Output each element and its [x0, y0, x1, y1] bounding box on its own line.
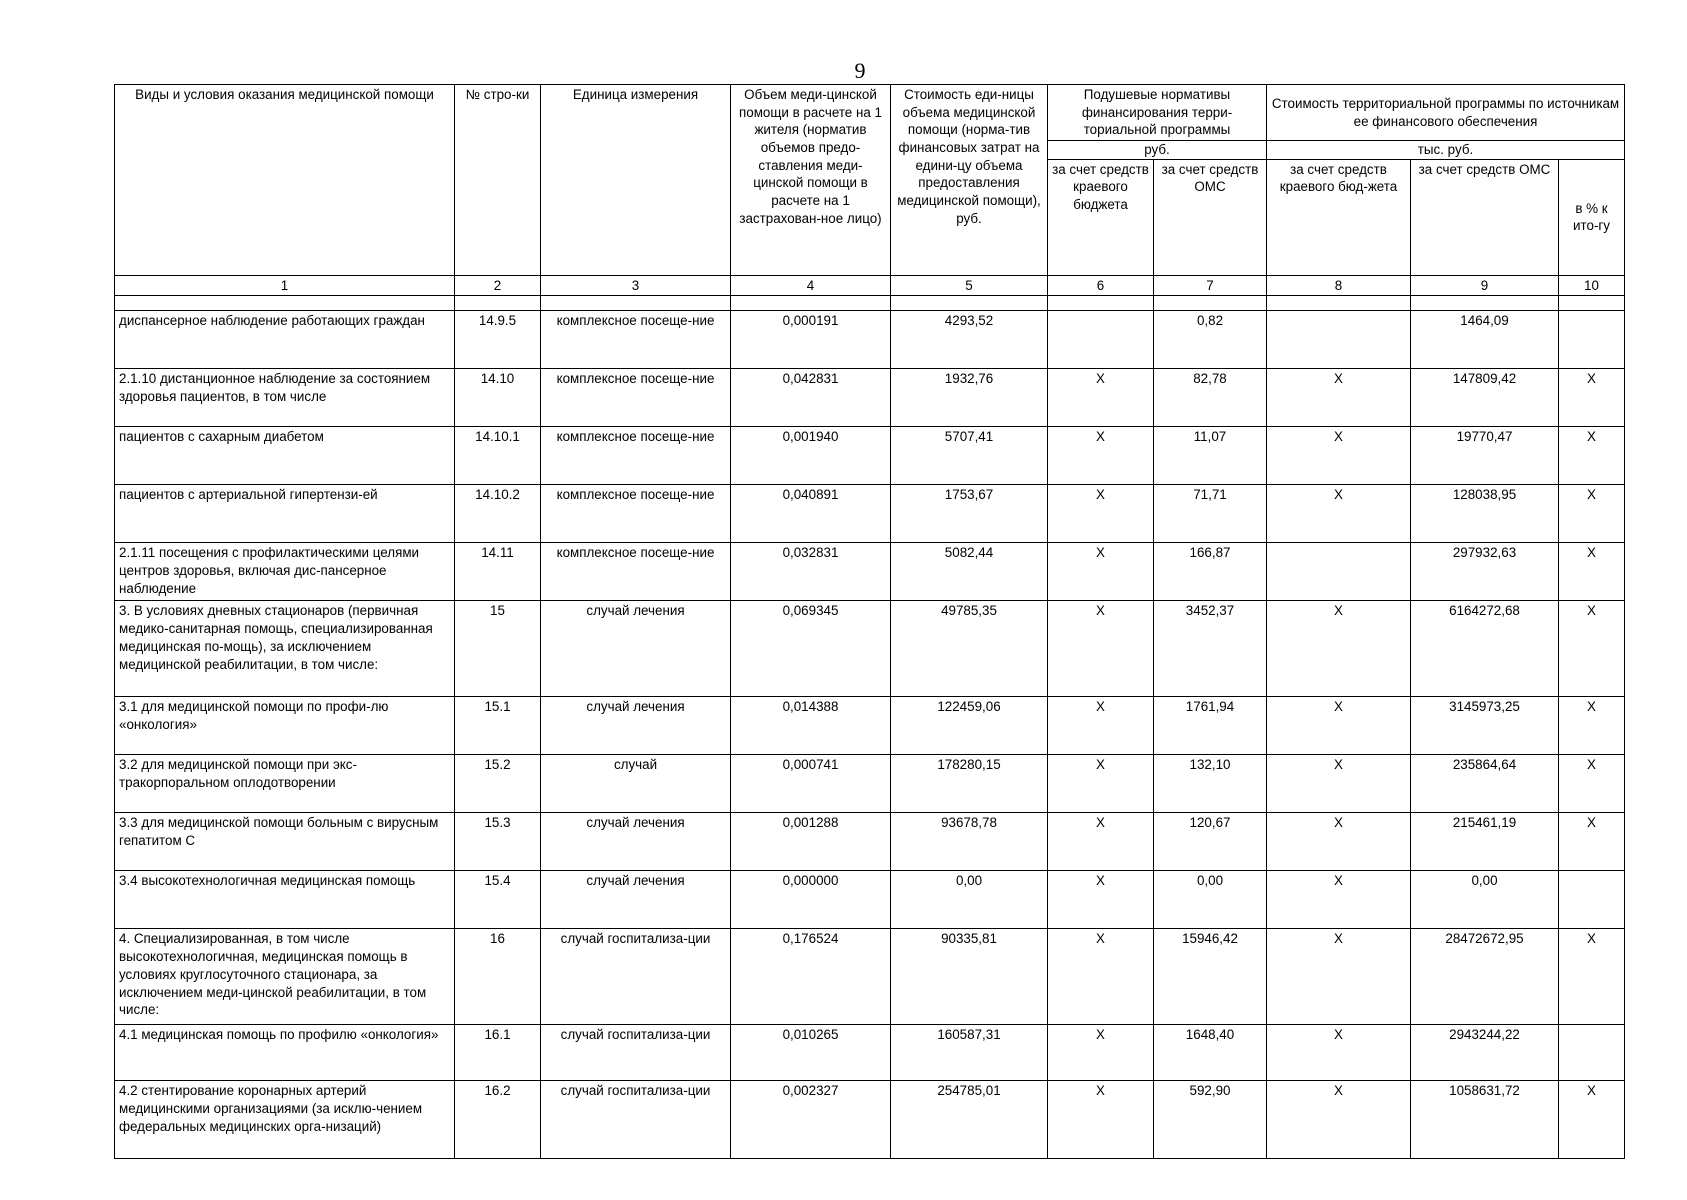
row-percent-total: X	[1559, 1081, 1625, 1159]
row-per-capita-budget: X	[1048, 485, 1154, 543]
row-unit-cost: 160587,31	[891, 1025, 1048, 1081]
row-unit: комплексное посеще-ние	[541, 543, 731, 601]
row-unit: случай госпитализа-ции	[541, 1025, 731, 1081]
row-unit-cost: 1932,76	[891, 369, 1048, 427]
row-unit-cost: 5082,44	[891, 543, 1048, 601]
row-per-capita-budget: X	[1048, 427, 1154, 485]
row-line-number: 15	[455, 601, 541, 697]
header-cost-oms: за счет средств ОМС	[1411, 159, 1559, 275]
row-percent-total	[1559, 1025, 1625, 1081]
row-line-number: 16	[455, 929, 541, 1025]
table-row	[115, 485, 1625, 543]
row-percent-total: X	[1559, 929, 1625, 1025]
row-care-type: 4.1 медицинская помощь по профилю «онкология»	[115, 1025, 455, 1081]
row-percent-total: X	[1559, 813, 1625, 871]
row-per-capita-budget: X	[1048, 1025, 1154, 1081]
row-cost-oms: 1058631,72	[1411, 1081, 1559, 1159]
row-per-capita-budget: X	[1048, 929, 1154, 1025]
table-row	[115, 427, 1625, 485]
column-number: 5	[891, 275, 1048, 296]
row-per-capita-budget	[1048, 311, 1154, 369]
row-unit: случай лечения	[541, 871, 731, 929]
row-percent-total: X	[1559, 369, 1625, 427]
row-unit: комплексное посеще-ние	[541, 427, 731, 485]
table-row	[115, 311, 1625, 369]
row-cost-budget: X	[1267, 871, 1411, 929]
row-per-capita-budget: X	[1048, 543, 1154, 601]
row-per-capita-budget: X	[1048, 755, 1154, 813]
row-percent-total: X	[1559, 697, 1625, 755]
header-volume	[731, 85, 891, 276]
row-cost-budget: X	[1267, 1025, 1411, 1081]
header-percent-total: в % к ито-гу	[1559, 159, 1625, 275]
column-number: 3	[541, 275, 731, 296]
row-care-type: 3.1 для медицинской помощи по профи-лю «онкология»	[115, 697, 455, 755]
row-volume: 0,000000	[731, 871, 891, 929]
header-per-capita-budget: за счет средств краевого бюджета	[1048, 159, 1154, 275]
row-unit: случай	[541, 755, 731, 813]
row-percent-total: X	[1559, 755, 1625, 813]
row-cost-budget: X	[1267, 813, 1411, 871]
row-unit: комплексное посеще-ние	[541, 311, 731, 369]
row-per-capita-oms: 82,78	[1154, 369, 1267, 427]
header-program-cost-group: Стоимость территориальной программы по источникам ее финансового обеспечения	[1267, 85, 1625, 141]
row-line-number: 14.9.5	[455, 311, 541, 369]
column-number-row	[115, 275, 1625, 296]
row-cost-budget: X	[1267, 697, 1411, 755]
row-care-type: 4. Специализированная, в том числе высокотехнологичная, медицинская помощь в условиях круглосуточного стационара, за исключением меди-цинской реабилитации, в том числе:	[115, 929, 455, 1025]
row-cost-budget: X	[1267, 427, 1411, 485]
row-volume: 0,014388	[731, 697, 891, 755]
row-per-capita-oms: 71,71	[1154, 485, 1267, 543]
row-line-number: 14.10.2	[455, 485, 541, 543]
row-cost-oms: 2943244,22	[1411, 1025, 1559, 1081]
column-number: 8	[1267, 275, 1411, 296]
row-line-number: 15.1	[455, 697, 541, 755]
row-volume: 0,176524	[731, 929, 891, 1025]
row-cost-oms: 147809,42	[1411, 369, 1559, 427]
row-per-capita-oms: 1761,94	[1154, 697, 1267, 755]
table-row	[115, 929, 1625, 1025]
row-volume: 0,042831	[731, 369, 891, 427]
row-per-capita-oms: 0,00	[1154, 871, 1267, 929]
spacer-row	[115, 296, 1625, 311]
row-volume: 0,001940	[731, 427, 891, 485]
table-row	[115, 813, 1625, 871]
row-care-type: 2.1.11 посещения с профилактическими целями центров здоровья, включая дис-пансерное наблюдение	[115, 543, 455, 601]
row-unit-cost: 93678,78	[891, 813, 1048, 871]
column-number: 2	[455, 275, 541, 296]
row-line-number: 16.1	[455, 1025, 541, 1081]
row-cost-oms: 215461,19	[1411, 813, 1559, 871]
row-line-number: 14.10.1	[455, 427, 541, 485]
row-per-capita-budget: X	[1048, 697, 1154, 755]
row-per-capita-oms: 132,10	[1154, 755, 1267, 813]
row-percent-total: X	[1559, 485, 1625, 543]
header-per-capita-group: Подушевые нормативы финансирования терри-ториальной программы	[1048, 85, 1267, 141]
row-cost-oms: 3145973,25	[1411, 697, 1559, 755]
row-care-type: диспансерное наблюдение работающих граждан	[115, 311, 455, 369]
row-per-capita-oms: 11,07	[1154, 427, 1267, 485]
row-per-capita-oms: 15946,42	[1154, 929, 1267, 1025]
row-line-number: 15.4	[455, 871, 541, 929]
row-cost-budget	[1267, 543, 1411, 601]
table-row	[115, 1081, 1625, 1159]
row-unit: комплексное посеще-ние	[541, 485, 731, 543]
row-care-type: пациентов с сахарным диабетом	[115, 427, 455, 485]
header-unit: Единица измерения	[541, 85, 731, 276]
row-per-capita-oms: 1648,40	[1154, 1025, 1267, 1081]
row-unit: случай лечения	[541, 813, 731, 871]
table-row	[115, 871, 1625, 929]
program-cost-table	[114, 84, 1625, 1159]
column-number: 9	[1411, 275, 1559, 296]
header-per-capita-oms: за счет средств ОМС	[1154, 159, 1267, 275]
header-unit-cost: Стоимость еди-ницы объема медицинской помощи (норма-тив финансовых затрат на едини-цу объема предоставления медицинской помощи), руб.	[891, 85, 1048, 276]
row-care-type: 3.3 для медицинской помощи больным с вирусным гепатитом С	[115, 813, 455, 871]
row-unit: случай госпитализа-ции	[541, 929, 731, 1025]
row-line-number: 15.3	[455, 813, 541, 871]
row-per-capita-budget: X	[1048, 813, 1154, 871]
row-percent-total	[1559, 871, 1625, 929]
row-unit-cost: 1753,67	[891, 485, 1048, 543]
row-cost-oms: 297932,63	[1411, 543, 1559, 601]
row-per-capita-oms: 3452,37	[1154, 601, 1267, 697]
row-line-number: 15.2	[455, 755, 541, 813]
row-unit-cost: 254785,01	[891, 1081, 1048, 1159]
row-unit-cost: 90335,81	[891, 929, 1048, 1025]
row-cost-budget: X	[1267, 755, 1411, 813]
row-cost-oms: 1464,09	[1411, 311, 1559, 369]
row-per-capita-oms: 0,82	[1154, 311, 1267, 369]
row-unit-cost: 5707,41	[891, 427, 1048, 485]
row-per-capita-oms: 166,87	[1154, 543, 1267, 601]
table-row	[115, 369, 1625, 427]
row-per-capita-budget: X	[1048, 601, 1154, 697]
row-care-type: 3. В условиях дневных стационаров (первичная медико-санитарная помощь, специализированная медицинская по-мощь), за исключением медицинской реабилитации, в том числе:	[115, 601, 455, 697]
row-per-capita-budget: X	[1048, 369, 1154, 427]
header-care-type: Виды и условия оказания медицинской помощи	[115, 85, 455, 276]
header-line-number: № стро-ки	[455, 85, 541, 276]
row-unit-cost: 178280,15	[891, 755, 1048, 813]
column-number: 1	[115, 275, 455, 296]
row-percent-total: X	[1559, 427, 1625, 485]
row-cost-budget: X	[1267, 929, 1411, 1025]
row-percent-total: X	[1559, 601, 1625, 697]
header-unit-rub: руб.	[1048, 141, 1267, 160]
row-unit: случай лечения	[541, 697, 731, 755]
column-number: 7	[1154, 275, 1267, 296]
row-volume: 0,069345	[731, 601, 891, 697]
header-cost-budget: за счет средств краевого бюд-жета	[1267, 159, 1411, 275]
column-number: 10	[1559, 275, 1625, 296]
row-unit-cost: 0,00	[891, 871, 1048, 929]
row-line-number: 16.2	[455, 1081, 541, 1159]
row-per-capita-budget: X	[1048, 871, 1154, 929]
row-per-capita-budget: X	[1048, 1081, 1154, 1159]
row-volume: 0,010265	[731, 1025, 891, 1081]
row-volume: 0,032831	[731, 543, 891, 601]
table-row	[115, 755, 1625, 813]
row-percent-total	[1559, 311, 1625, 369]
row-unit: случай лечения	[541, 601, 731, 697]
column-number: 6	[1048, 275, 1154, 296]
row-care-type: пациентов с артериальной гипертензи-ей	[115, 485, 455, 543]
row-unit: случай госпитализа-ции	[541, 1081, 731, 1159]
header-unit-thousand-rub: тыс. руб.	[1267, 141, 1625, 160]
header-volume-text: Объем меди-цинской помощи в расчете на 1 жителя (норматив объемов предо-ставления меди-цинской помощи в расчете на 1 застрахован-ное лицо)	[739, 87, 882, 226]
row-line-number: 14.10	[455, 369, 541, 427]
row-volume: 0,000191	[731, 311, 891, 369]
row-volume: 0,000741	[731, 755, 891, 813]
row-unit: комплексное посеще-ние	[541, 369, 731, 427]
page-number: 9	[854, 58, 866, 83]
row-care-type: 3.2 для медицинской помощи при экс-тракорпоральном оплодотворении	[115, 755, 455, 813]
row-unit-cost: 49785,35	[891, 601, 1048, 697]
row-cost-oms: 19770,47	[1411, 427, 1559, 485]
row-volume: 0,040891	[731, 485, 891, 543]
row-cost-oms: 0,00	[1411, 871, 1559, 929]
row-care-type: 3.4 высокотехнологичная медицинская помощь	[115, 871, 455, 929]
row-line-number: 14.11	[455, 543, 541, 601]
row-cost-oms: 235864,64	[1411, 755, 1559, 813]
row-cost-budget: X	[1267, 601, 1411, 697]
row-cost-oms: 6164272,68	[1411, 601, 1559, 697]
row-cost-budget: X	[1267, 369, 1411, 427]
row-cost-budget: X	[1267, 485, 1411, 543]
row-unit-cost: 122459,06	[891, 697, 1048, 755]
row-unit-cost: 4293,52	[891, 311, 1048, 369]
row-per-capita-oms: 592,90	[1154, 1081, 1267, 1159]
row-per-capita-oms: 120,67	[1154, 813, 1267, 871]
table-row	[115, 543, 1625, 601]
row-care-type: 2.1.10 дистанционное наблюдение за состоянием здоровья пациентов, в том числе	[115, 369, 455, 427]
column-number: 4	[731, 275, 891, 296]
table-row	[115, 697, 1625, 755]
table-row	[115, 601, 1625, 697]
row-cost-budget: X	[1267, 1081, 1411, 1159]
row-volume: 0,002327	[731, 1081, 891, 1159]
row-cost-budget	[1267, 311, 1411, 369]
row-percent-total: X	[1559, 543, 1625, 601]
table-row	[115, 1025, 1625, 1081]
row-cost-oms: 128038,95	[1411, 485, 1559, 543]
row-care-type: 4.2 стентирование коронарных артерий медицинскими организациями (за исклю-чением федеральных медицинских орга-низаций)	[115, 1081, 455, 1159]
row-cost-oms: 28472672,95	[1411, 929, 1559, 1025]
row-volume: 0,001288	[731, 813, 891, 871]
